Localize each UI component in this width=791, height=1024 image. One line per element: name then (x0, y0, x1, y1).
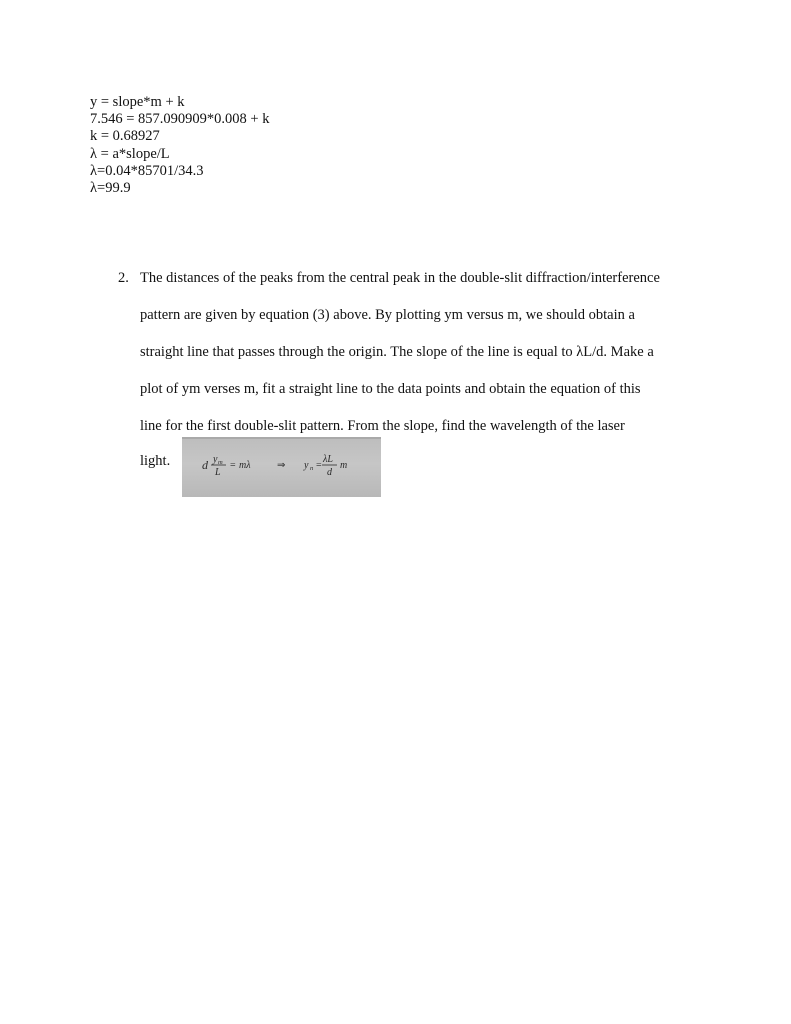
eq-L: L (215, 467, 221, 478)
question-line: pattern are given by equation (3) above. By plotting ym versus m, we should obtain a (140, 307, 635, 323)
eq-ym-sub: m (218, 459, 223, 466)
question-line: straight line that passes through the origin. The slope of the line is equal to λL/d. Make a (140, 344, 654, 360)
eq-d: d (202, 458, 208, 472)
calc-line: λ = a*slope/L (90, 145, 170, 162)
calc-line: y = slope*m + k (90, 94, 185, 110)
eq-equals-2: = (316, 460, 322, 471)
eq-m-lambda: mλ (239, 460, 251, 471)
question-line: The distances of the peaks from the central peak in the double-slit diffraction/interference (140, 270, 660, 286)
question-line: plot of ym verses m, fit a straight line to the data points and obtain the equation of this (140, 381, 641, 397)
question-line: line for the first double-slit pattern. From the slope, find the wavelength of the laser (140, 418, 625, 434)
calculation-block (90, 94, 269, 197)
eq-d2: d (327, 467, 332, 478)
eq-yn: y (304, 460, 309, 471)
calc-line: k = 0.68927 (90, 128, 160, 145)
equation-graphic (182, 437, 381, 497)
eq-equals: = (230, 460, 236, 471)
calc-line: 7.546 = 857.090909*0.008 + k (90, 111, 270, 128)
eq-lambdaL: λL (323, 454, 333, 465)
question-number: 2. (118, 270, 129, 286)
eq-ym: y (213, 454, 218, 465)
eq-yn-sub: n (310, 465, 314, 472)
question-line: light. (140, 453, 171, 469)
calc-line: λ=99.9 (90, 180, 131, 197)
calc-line: λ=0.04*85701/34.3 (90, 162, 204, 179)
eq-m: m (340, 460, 348, 471)
implies-icon: ⇒ (277, 460, 286, 471)
equation-image (182, 437, 381, 497)
